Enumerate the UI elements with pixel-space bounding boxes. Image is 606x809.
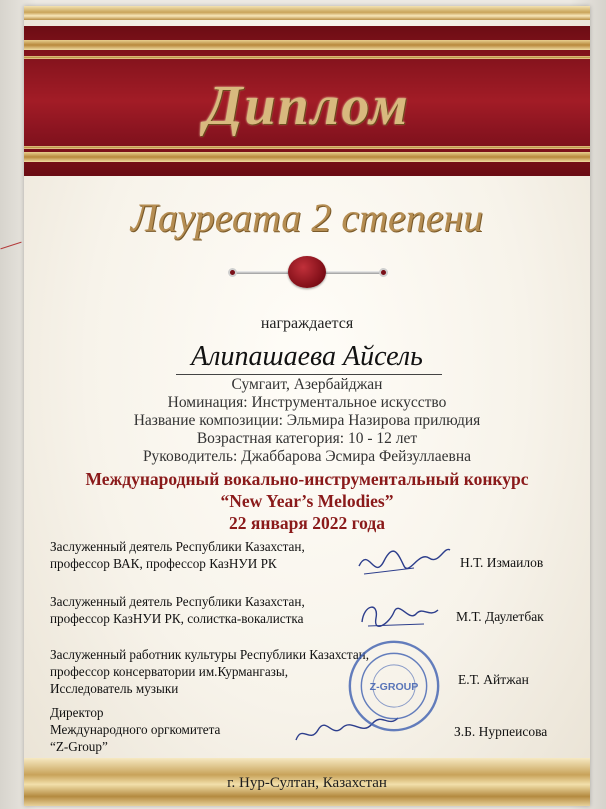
- banner-stripe-top: [24, 40, 590, 50]
- wax-seal-icon: [288, 256, 326, 288]
- contest-name: Международный вокально-инструментальный конкурс: [85, 469, 529, 489]
- banner-stripe-bottom: [24, 152, 590, 162]
- signatory-4-title: Директор Международного оргкомитета “Z-Group”: [50, 705, 221, 754]
- detail-nomination: Номинация: Инструментальное искусство: [167, 394, 447, 411]
- certificate-sheet: [24, 6, 590, 806]
- signatory-3-title: Заслуженный работник культуры Республики Казахстан, профессор консерватории им.Курмангазы, Исследователь музыки: [50, 647, 370, 696]
- banner-stripe-top-thin: [24, 56, 590, 59]
- contest-date: 22 января 2022 года: [229, 513, 385, 533]
- contest-block: [24, 468, 590, 534]
- top-gold-border: [24, 6, 590, 20]
- signature-1-icon: [354, 536, 454, 586]
- signatory-2-name: М.Т. Даулетбак: [456, 609, 544, 624]
- certificate-title: Диплом: [204, 75, 410, 137]
- signatory-3-name: Е.Т. Айтжан: [458, 672, 529, 687]
- title-banner: [24, 26, 590, 176]
- detail-city: Сумгаит, Азербайджан: [231, 376, 383, 393]
- signatory-1-title: Заслуженный деятель Республики Казахстан, профессор ВАК, профессор КазНУИ РК: [50, 539, 305, 571]
- detail-composition: Название композиции: Эльмира Назирова прилюдия: [133, 412, 481, 429]
- official-stamp-icon: [346, 638, 442, 734]
- recipient-name: Алипашаева Айсель: [191, 341, 423, 372]
- footer-location: г. Нур-Султан, Казахстан: [227, 775, 387, 791]
- signature-2-icon: [354, 594, 444, 634]
- banner-stripe-bottom-thin: [24, 146, 590, 149]
- name-underline: [176, 374, 442, 375]
- detail-age-category: Возрастная категория: 10 - 12 лет: [196, 430, 418, 447]
- detail-supervisor: Руководитель: Джаббарова Эсмира Фейзуллаевна: [142, 448, 472, 465]
- signatory-4-name: З.Б. Нурпеисова: [454, 724, 548, 739]
- signatory-2-title: Заслуженный деятель Республики Казахстан, профессор КазНУИ РК, солистка-вокалистка: [50, 594, 305, 626]
- stamp-text: Z-GROUP: [369, 680, 419, 693]
- signatory-1-name: Н.Т. Измаилов: [460, 555, 544, 570]
- details-block: [24, 376, 590, 466]
- awarded-label: награждается: [260, 315, 354, 332]
- certificate-subtitle: Лауреата 2 степени: [130, 195, 484, 240]
- contest-title: “New Year’s Melodies”: [220, 491, 394, 511]
